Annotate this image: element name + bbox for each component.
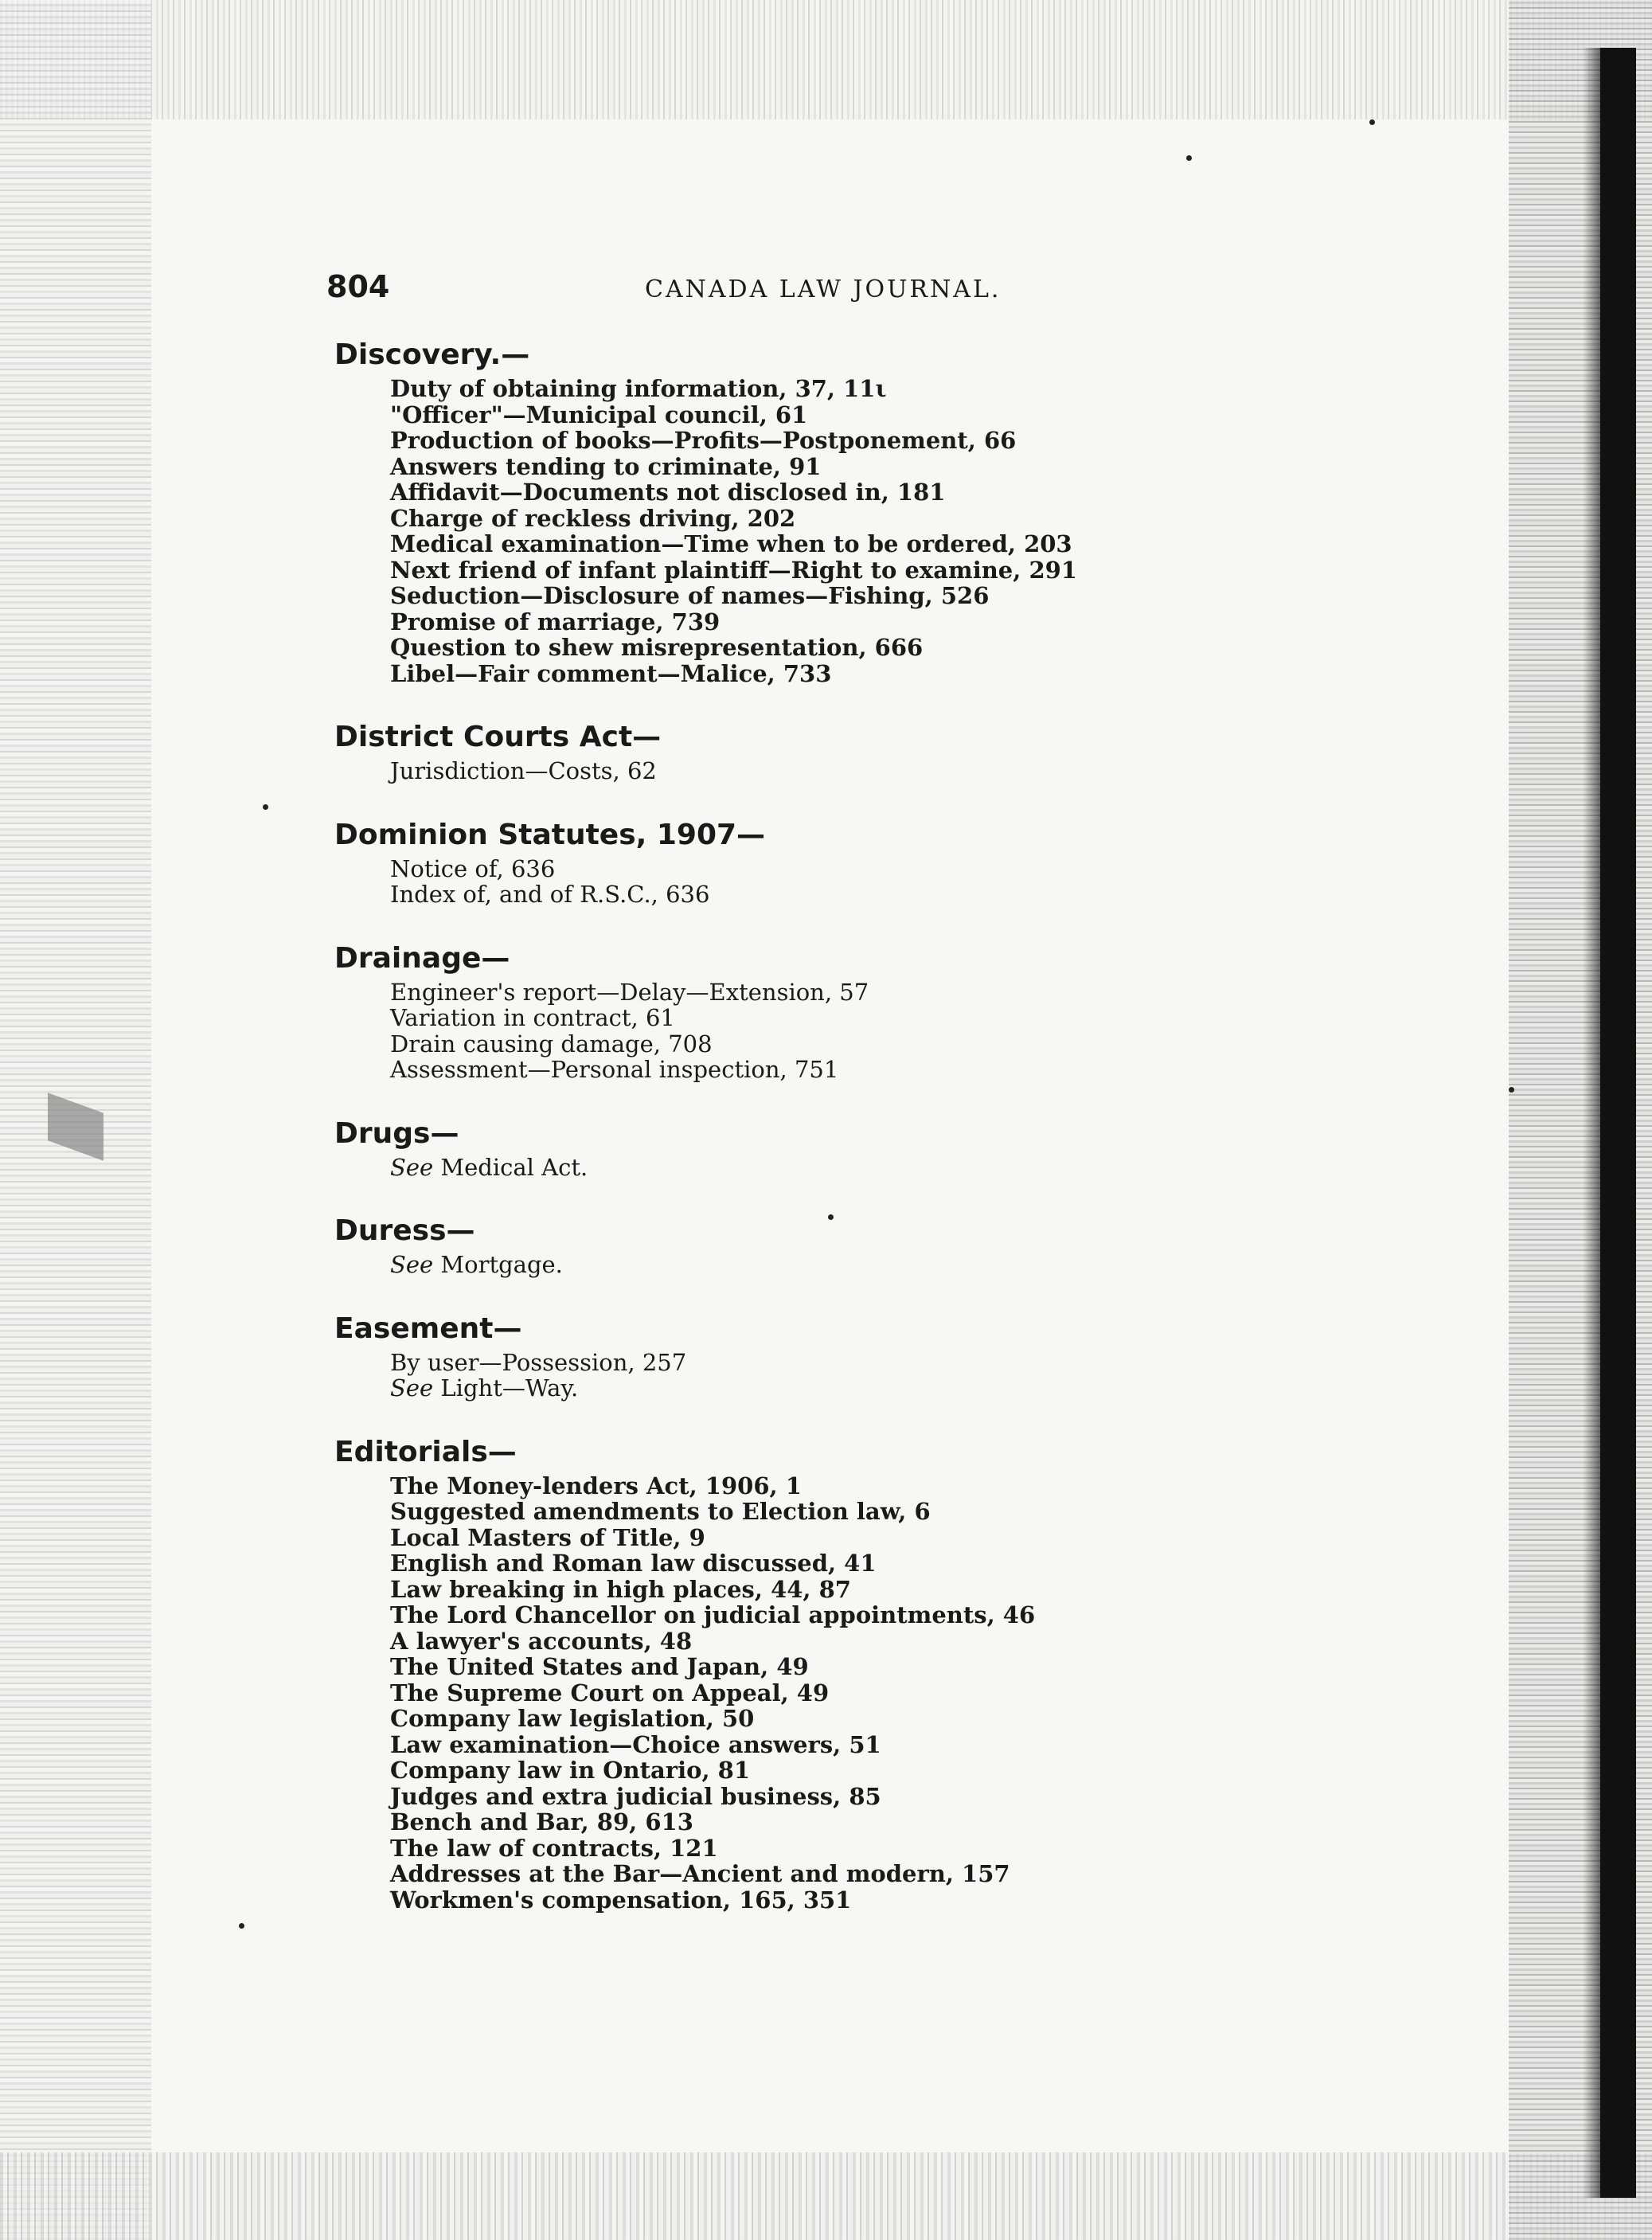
entry-text: Next friend of infant plaintiff—Right to examine, 291 — [390, 556, 1077, 584]
entry-text: The Money-lenders Act, 1906, 1 — [390, 1472, 802, 1499]
index-entry — [390, 661, 1210, 687]
book-spine-shadow — [1600, 48, 1636, 2198]
entry-text: Notice of, 636 — [390, 854, 556, 882]
entry-text: Local Masters of Title, 9 — [390, 1523, 705, 1551]
entry-text: Law examination—Choice answers, 51 — [390, 1730, 881, 1758]
entry-text: Affidavit—Documents not disclosed in, 181 — [390, 479, 946, 506]
entry-text: Medical Act. — [433, 1153, 588, 1181]
ink-speck — [239, 1923, 244, 1929]
entry-text: Assessment—Personal inspection, 751 — [390, 1056, 839, 1083]
index-entry — [390, 882, 1210, 908]
entry-text: Suggested amendments to Election law, 6 — [390, 1498, 931, 1525]
index-entry — [390, 1835, 1210, 1862]
index-entry — [390, 1654, 1210, 1680]
page-number: 804 — [326, 269, 390, 304]
index-section — [334, 1432, 1210, 1914]
index-section — [334, 334, 1210, 686]
spine-gradient — [1583, 48, 1600, 2198]
entry-text: Engineer's report—Delay—Extension, 57 — [390, 978, 869, 1006]
index-entry — [390, 506, 1210, 532]
index-section — [334, 717, 1210, 784]
ink-speck — [263, 804, 268, 810]
index-entry — [390, 1887, 1210, 1914]
index-entry — [390, 557, 1210, 584]
scan-noise-top — [0, 0, 1652, 119]
entry-text: Addresses at the Bar—Ancient and modern, 157 — [390, 1860, 1010, 1887]
see-reference-label: See — [390, 1251, 434, 1278]
index-entry — [390, 1375, 1210, 1401]
entry-text: Promise of marriage, 739 — [390, 608, 721, 635]
entry-text: Seduction—Disclosure of names—Fishing, 526 — [390, 582, 990, 609]
index-heading: Easement— — [334, 1312, 522, 1345]
index-entry — [390, 402, 1210, 428]
entry-text: The United States and Japan, 49 — [390, 1653, 809, 1680]
index-entry — [390, 583, 1210, 609]
index-section — [334, 938, 1210, 1083]
entry-text: Libel—Fair comment—Malice, 733 — [390, 659, 832, 687]
index-entry — [390, 1602, 1210, 1628]
entry-text: A lawyer's accounts, 48 — [390, 1627, 693, 1655]
entry-text: Company law legislation, 50 — [390, 1705, 755, 1732]
entry-text: Index of, and of R.S.C., 636 — [390, 881, 710, 908]
index-content — [334, 334, 1210, 1943]
index-section — [334, 1308, 1210, 1401]
index-entries — [334, 376, 1210, 686]
index-entries — [334, 1252, 1210, 1278]
ink-speck — [1186, 155, 1192, 161]
index-heading: Drainage— — [334, 941, 510, 975]
index-entry — [390, 1577, 1210, 1603]
index-entry — [390, 1680, 1210, 1706]
entry-text: Law breaking in high places, 44, 87 — [390, 1575, 851, 1603]
index-heading: Dominion Statutes, 1907— — [334, 818, 766, 851]
entry-text: Workmen's compensation, 165, 351 — [390, 1886, 852, 1914]
entry-text: Answers tending to criminate, 91 — [390, 452, 822, 480]
index-entries — [334, 856, 1210, 908]
entry-text: Duty of obtaining information, 37, 11ι — [390, 375, 887, 402]
entry-text: Production of books—Profits—Postponement, 66 — [390, 427, 1017, 454]
index-entry — [390, 635, 1210, 661]
index-entry — [390, 1005, 1210, 1031]
see-reference-label: See — [390, 1153, 434, 1181]
see-reference-label: See — [390, 1374, 434, 1401]
ink-speck — [1369, 119, 1375, 125]
page-header — [326, 269, 1210, 309]
index-entry — [390, 1550, 1210, 1577]
index-entry — [390, 1809, 1210, 1835]
index-heading: Drugs— — [334, 1116, 459, 1150]
index-entry — [390, 1499, 1210, 1525]
entry-text: Charge of reckless driving, 202 — [390, 504, 796, 532]
index-entry — [390, 428, 1210, 454]
index-entries — [334, 1473, 1210, 1914]
entry-text: "Officer"—Municipal council, 61 — [390, 401, 808, 428]
index-entry — [390, 758, 1210, 784]
index-entries — [334, 1350, 1210, 1401]
index-entry — [390, 1784, 1210, 1810]
index-heading: Editorials— — [334, 1435, 517, 1468]
entry-text: Variation in contract, 61 — [390, 1004, 675, 1031]
entry-text: Bench and Bar, 89, 613 — [390, 1808, 693, 1835]
index-entry — [390, 1252, 1210, 1278]
entry-text: Jurisdiction—Costs, 62 — [390, 757, 657, 784]
index-section — [334, 815, 1210, 908]
index-section — [334, 1113, 1210, 1181]
index-section — [334, 1210, 1210, 1278]
index-entry — [390, 1473, 1210, 1499]
index-entry — [390, 479, 1210, 506]
ink-speck — [1509, 1087, 1514, 1093]
index-heading: Duress— — [334, 1214, 475, 1247]
entry-text: The law of contracts, 121 — [390, 1834, 718, 1862]
index-entry — [390, 1861, 1210, 1887]
running-head: CANADA LAW JOURNAL. — [645, 276, 1002, 303]
scan-noise-bottom — [0, 2152, 1652, 2240]
index-entry — [390, 1706, 1210, 1732]
index-entry — [390, 1525, 1210, 1551]
entry-text: Mortgage. — [433, 1251, 563, 1278]
index-entries — [334, 1155, 1210, 1181]
index-entry — [390, 454, 1210, 480]
entry-text: The Supreme Court on Appeal, 49 — [390, 1679, 830, 1706]
index-entry — [390, 376, 1210, 402]
index-entries — [334, 758, 1210, 784]
index-heading: Discovery.— — [334, 338, 530, 371]
index-entry — [390, 1628, 1210, 1655]
entry-text: By user—Possession, 257 — [390, 1348, 687, 1376]
entry-text: Drain causing damage, 708 — [390, 1030, 713, 1057]
index-heading: District Courts Act— — [334, 721, 662, 753]
entry-text: Medical examination—Time when to be ordered, 203 — [390, 530, 1072, 557]
index-entry — [390, 1757, 1210, 1784]
index-entry — [390, 1057, 1210, 1083]
entry-text: Question to shew misrepresentation, 666 — [390, 634, 924, 661]
index-entry — [390, 1031, 1210, 1057]
index-entry — [390, 979, 1210, 1006]
index-entry — [390, 609, 1210, 635]
index-entry — [390, 1155, 1210, 1181]
index-entry — [390, 1350, 1210, 1376]
entry-text: English and Roman law discussed, 41 — [390, 1550, 877, 1577]
entry-text: Light—Way. — [433, 1374, 579, 1401]
index-entries — [334, 979, 1210, 1083]
index-entry — [390, 856, 1210, 882]
index-entry — [390, 1732, 1210, 1758]
entry-text: The Lord Chancellor on judicial appointments, 46 — [390, 1601, 1036, 1628]
index-entry — [390, 531, 1210, 557]
entry-text: Judges and extra judicial business, 85 — [390, 1782, 881, 1810]
entry-text: Company law in Ontario, 81 — [390, 1757, 750, 1784]
